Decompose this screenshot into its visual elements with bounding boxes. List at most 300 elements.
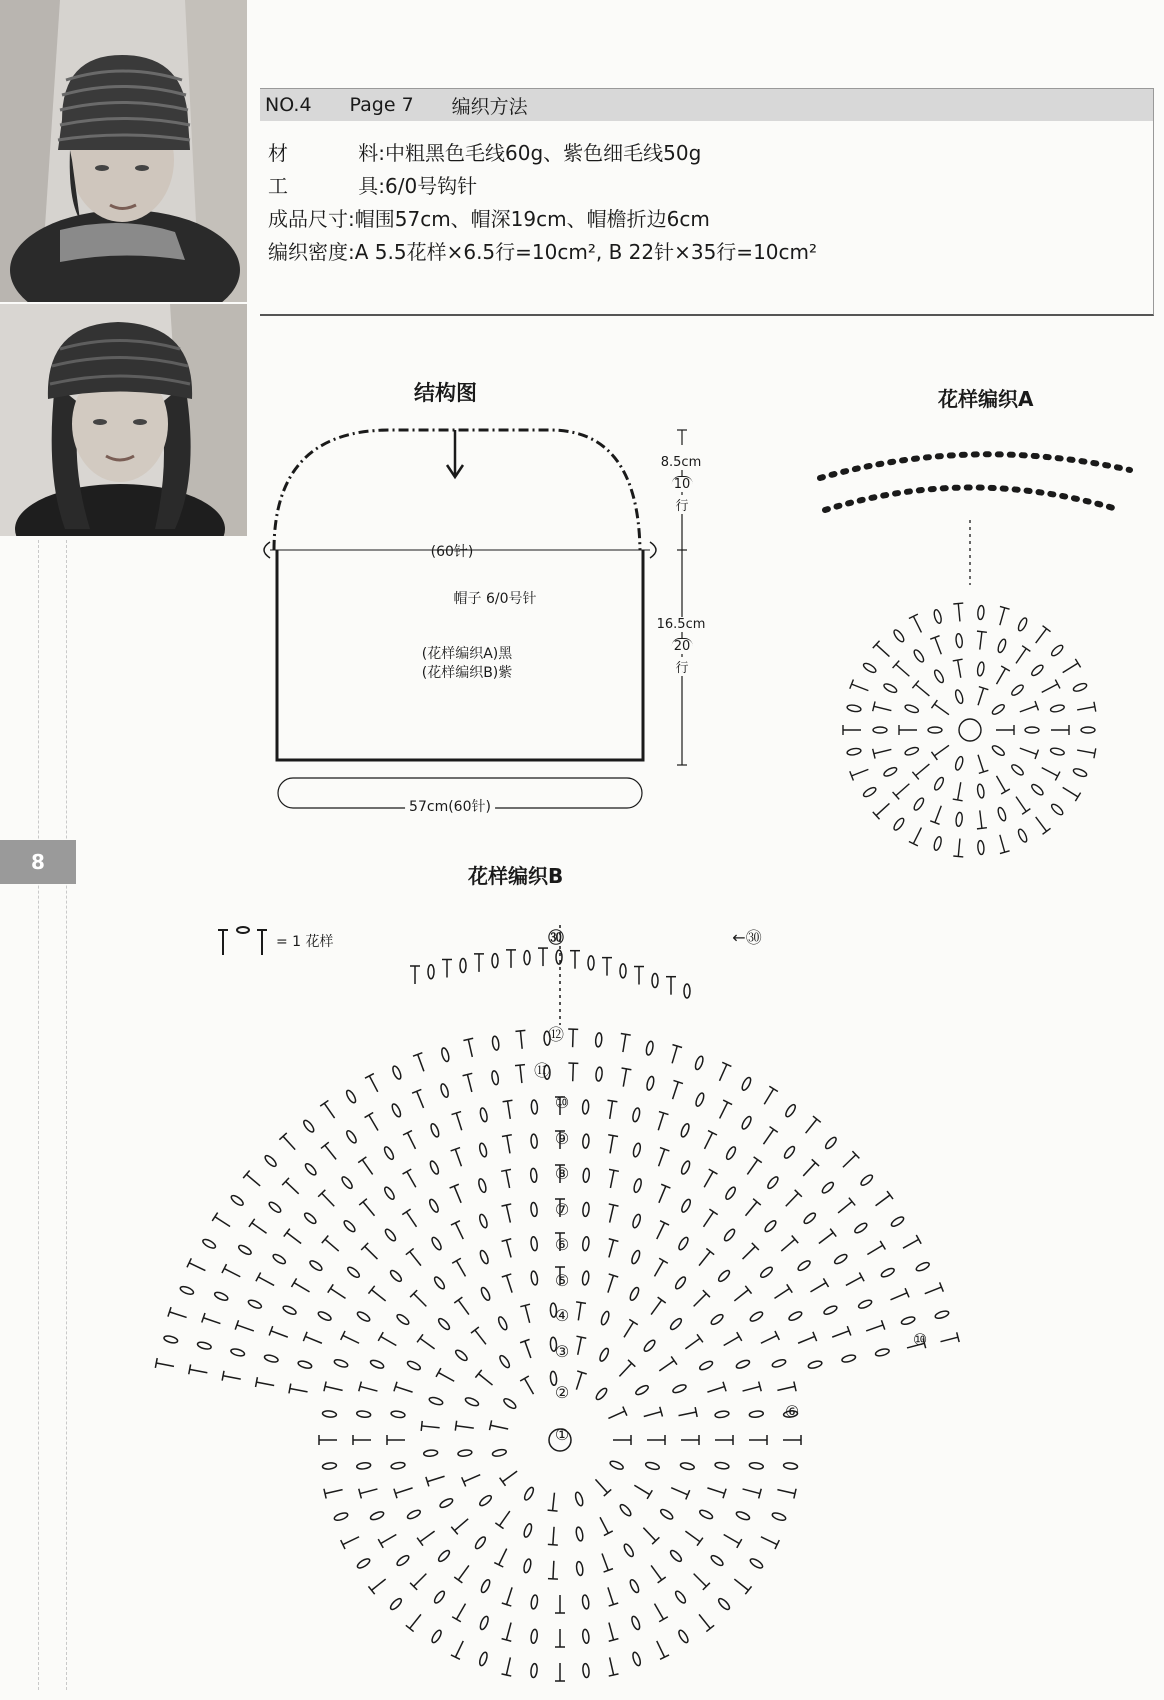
double-crochet-stitch — [570, 951, 580, 969]
model-photo-bottom — [0, 304, 247, 536]
chain-stitch — [1050, 747, 1065, 756]
chain-stitch — [853, 1222, 868, 1235]
double-crochet-stitch — [284, 1229, 304, 1248]
chain-stitch-shape — [437, 1317, 451, 1331]
chain-stitch — [440, 1083, 450, 1098]
stitch-stem — [846, 1277, 862, 1286]
round-label-4: ④ — [554, 1306, 570, 1325]
stitch-stem — [420, 1531, 435, 1542]
stitch-stem — [913, 616, 921, 632]
chain-stitch-shape — [883, 682, 898, 694]
page-number: 8 — [31, 850, 45, 874]
chain-stitch — [680, 1123, 691, 1138]
stitch-stem — [215, 1217, 230, 1227]
stitch-stem — [896, 784, 909, 796]
double-crochet-stitch — [417, 1527, 437, 1546]
chain-stitch-shape — [346, 1266, 361, 1279]
chain-stitch — [598, 1347, 610, 1362]
chain-stitch — [575, 1527, 584, 1542]
stitch-bar — [548, 1579, 558, 1580]
chain-stitch-shape — [901, 1316, 916, 1326]
double-crochet-stitch — [923, 1282, 943, 1298]
chain-stitch-shape — [478, 1213, 488, 1228]
chain-stitch-shape — [263, 1154, 277, 1168]
stitch-stem — [224, 1269, 240, 1277]
chain-stitch — [524, 951, 530, 965]
stitch-stem — [810, 1283, 825, 1292]
chain-stitch — [391, 1410, 406, 1418]
double-crochet-stitch — [402, 1209, 420, 1230]
stitch-stem — [464, 1475, 481, 1482]
stitch-stem — [867, 1245, 882, 1254]
stitch-stem — [456, 1426, 474, 1428]
chain-stitch — [824, 1136, 838, 1150]
chain-stitch-shape — [492, 954, 498, 968]
round-label-1: ① — [554, 1425, 570, 1444]
chain-stitch — [724, 1186, 737, 1201]
double-crochet-stitch — [328, 1284, 349, 1302]
stitch-bar — [953, 659, 963, 661]
chain-stitch — [391, 1462, 406, 1470]
chain-stitch — [633, 1178, 643, 1193]
chain-stitch-shape — [433, 1590, 446, 1605]
stitch-bar — [754, 1157, 762, 1163]
spec-label: 工 — [268, 174, 288, 198]
chain-stitch-shape — [1017, 828, 1029, 843]
chain-stitch — [632, 1142, 641, 1157]
chain-stitch — [631, 1651, 641, 1666]
stitch-stem — [659, 1361, 674, 1371]
chain-stitch-shape — [766, 1175, 780, 1190]
chain-stitch — [574, 1491, 584, 1506]
pattern-a-color-label: (花样编织A)黑 — [421, 646, 513, 662]
stitch-bar — [1001, 789, 1010, 794]
double-crochet-stitch — [731, 1286, 751, 1305]
double-crochet-stitch — [681, 1435, 699, 1445]
stitch-stem — [438, 1373, 454, 1382]
chain-stitch-shape — [619, 1503, 633, 1517]
stitch-bar — [608, 1100, 618, 1102]
stitch-bar — [647, 1490, 652, 1499]
chain-stitch-shape — [530, 1663, 538, 1678]
chain-stitch — [766, 1175, 780, 1190]
chain-stitch — [230, 1194, 245, 1207]
chain-stitch-shape — [474, 1535, 487, 1550]
double-crochet-stitch — [1032, 814, 1051, 834]
stitch-stem — [705, 1133, 713, 1149]
stitch-bar — [1001, 666, 1010, 671]
double-crochet-stitch — [474, 954, 484, 972]
chain-stitch-shape — [724, 1186, 737, 1201]
chain-stitch — [428, 1396, 443, 1406]
stitch-stem — [330, 1289, 345, 1299]
chain-stitch — [460, 959, 466, 973]
stitch-bar — [1055, 680, 1060, 689]
chain-stitch — [694, 1092, 705, 1107]
double-crochet-stitch — [782, 1190, 802, 1210]
stitch-stem — [743, 1489, 760, 1494]
chain-stitch — [582, 1202, 590, 1217]
chain-stitch — [674, 1590, 687, 1605]
double-crochet-stitch — [652, 1221, 669, 1242]
double-crochet-stitch — [368, 1286, 388, 1305]
chain-stitch — [904, 746, 919, 756]
double-crochet-stitch — [282, 1178, 302, 1198]
double-crochet-stitch — [678, 1407, 698, 1420]
double-crochet-stitch — [931, 700, 951, 719]
stitch-bar — [859, 1272, 864, 1281]
stitch-stem — [704, 1172, 713, 1188]
chain-stitch-shape — [1030, 663, 1044, 677]
stitch-bar — [953, 603, 963, 604]
chain-stitch-shape — [674, 1590, 687, 1605]
chain-stitch-shape — [595, 1387, 609, 1401]
spec-row-gauge — [268, 234, 1153, 267]
stitch-stem — [507, 1275, 513, 1292]
chain-stitch-shape — [1072, 682, 1087, 693]
chain-stitch — [433, 1590, 446, 1605]
double-crochet-stitch — [592, 1476, 611, 1496]
stitch-bar — [887, 1191, 893, 1199]
chain-stitch — [674, 1276, 687, 1291]
chain-stitch-shape — [1050, 803, 1064, 817]
chain-stitch — [1017, 617, 1029, 632]
chain-stitch — [680, 1462, 695, 1471]
double-crochet-stitch — [739, 1243, 759, 1263]
double-crochet-stitch — [403, 1169, 421, 1190]
stitch-stem — [609, 1240, 614, 1257]
chain-stitch-shape — [430, 1629, 443, 1644]
chain-stitch — [322, 1462, 337, 1470]
stitch-bar — [455, 1421, 456, 1431]
stitch-stem — [925, 1287, 942, 1294]
chain-stitch-shape — [749, 1310, 764, 1323]
chain-stitch — [977, 840, 984, 854]
stitch-bar — [358, 1157, 366, 1163]
chain-stitch — [643, 1339, 657, 1353]
chain-stitch-shape — [912, 648, 925, 663]
stitch-stem — [1036, 629, 1047, 643]
chain-stitch-shape — [524, 951, 530, 965]
stitch-bar — [284, 1229, 290, 1237]
stitch-bar — [1055, 772, 1060, 781]
chain-stitch — [784, 1103, 797, 1118]
stitch-stem — [525, 1341, 531, 1358]
chain-stitch-shape — [582, 1663, 590, 1678]
chain-stitch — [717, 1597, 731, 1611]
stitch-stem — [553, 1527, 554, 1545]
round-label-5: ⑤ — [554, 1271, 570, 1290]
chain-stitch-shape — [991, 703, 1006, 716]
double-crochet-stitch — [341, 1532, 362, 1549]
stitch-stem — [458, 1565, 469, 1580]
stitch-bar — [609, 1169, 619, 1171]
stitch-stem — [777, 1490, 795, 1494]
stitch-bar — [368, 1586, 374, 1594]
stitch-stem — [525, 1379, 534, 1395]
stitch-stem — [659, 1149, 665, 1166]
double-crochet-stitch — [501, 1656, 515, 1676]
chain-stitch-shape — [723, 1228, 737, 1243]
double-crochet-stitch — [654, 1112, 669, 1132]
chain-stitch-shape — [429, 1123, 440, 1138]
double-crochet-stitch — [155, 1358, 175, 1371]
chain-stitch-shape — [498, 1354, 511, 1369]
double-crochet-stitch — [605, 1204, 619, 1224]
double-crochet-stitch — [618, 1033, 631, 1052]
chain-stitch-shape — [821, 1181, 835, 1195]
chain-stitch — [389, 1597, 403, 1611]
chain-stitch — [763, 1219, 777, 1233]
stitch-bar — [189, 1364, 191, 1374]
chain-stitch-shape — [531, 1134, 538, 1148]
chain-stitch — [1072, 767, 1087, 778]
double-crochet-stitch — [873, 641, 893, 661]
chain-stitch-shape — [477, 1178, 487, 1193]
hat-label: 帽子 6/0号针 — [453, 591, 537, 607]
chain-stitch — [859, 1173, 874, 1187]
chain-stitch-shape — [576, 1561, 584, 1576]
chain-stitch — [582, 1100, 589, 1114]
double-crochet-stitch — [187, 1258, 208, 1275]
stitch-bar — [249, 1219, 255, 1227]
chain-stitch-shape — [429, 1160, 440, 1175]
stitch-stem — [655, 1261, 664, 1277]
double-crochet-stitch — [359, 1199, 378, 1219]
chain-stitch — [322, 1410, 337, 1418]
chain-stitch — [955, 812, 963, 827]
double-crochet-stitch — [321, 1142, 340, 1162]
double-crochet-stitch — [715, 1100, 732, 1121]
double-crochet-stitch — [715, 1435, 733, 1445]
chain-stitch-shape — [710, 1313, 725, 1326]
stitch-stem — [573, 1063, 574, 1081]
chain-stitch — [478, 1142, 487, 1157]
double-crochet-stitch — [318, 1190, 338, 1210]
double-crochet-stitch — [249, 1219, 269, 1238]
chain-stitch — [645, 1041, 654, 1056]
spec-box — [260, 88, 1154, 316]
stitch-stem — [343, 1335, 359, 1343]
stitch-stem — [619, 1363, 631, 1376]
stitch-stem — [655, 1604, 664, 1620]
chain-stitch-shape — [428, 1396, 443, 1406]
pattern-b-chart — [190, 895, 960, 1695]
chain-stitch-shape — [1025, 727, 1039, 733]
double-crochet-stitch — [506, 950, 516, 968]
double-crochet-stitch — [743, 1157, 762, 1177]
double-crochet-stitch — [502, 1586, 517, 1606]
stitch-stem — [724, 1535, 740, 1544]
stitch-stem — [362, 1160, 372, 1175]
double-crochet-stitch — [538, 948, 548, 966]
chain-stitch-shape — [620, 964, 626, 978]
chain-stitch-shape — [652, 973, 658, 987]
double-crochet-stitch — [406, 1248, 425, 1268]
stitch-stem — [958, 782, 961, 800]
stitch-stem — [578, 1303, 581, 1321]
stitch-stem — [456, 1113, 461, 1130]
double-crochet-stitch — [450, 1184, 466, 1204]
chain-stitch — [797, 1259, 812, 1272]
stitch-bar — [745, 1286, 751, 1294]
chain-stitch-shape — [933, 669, 945, 684]
chain-stitch — [474, 1535, 487, 1550]
chain-stitch — [1081, 727, 1095, 733]
chain-stitch-shape — [677, 1236, 690, 1251]
stitch-stem — [764, 1089, 773, 1104]
double-crochet-stitch — [1039, 763, 1060, 780]
stitch-stem — [189, 1263, 205, 1271]
chain-stitch-shape — [875, 1348, 890, 1357]
double-crochet-stitch — [695, 1248, 714, 1268]
chain-stitch — [669, 1549, 683, 1563]
double-crochet-stitch — [930, 636, 946, 656]
double-crochet-stitch — [682, 1527, 702, 1546]
double-crochet-stitch — [802, 1116, 821, 1136]
double-crochet-stitch — [406, 1611, 425, 1631]
stitch-stem — [457, 1604, 466, 1620]
stitch-stem — [553, 1561, 554, 1579]
double-crochet-stitch — [568, 1029, 579, 1047]
chain-stitch — [391, 1103, 403, 1118]
chain-stitch-shape — [904, 746, 919, 756]
spec-label: 料: — [358, 141, 385, 165]
chain-stitch — [530, 1629, 538, 1644]
stitch-stem — [286, 1181, 299, 1193]
double-crochet-stitch — [1032, 626, 1051, 646]
double-crochet-stitch — [992, 666, 1010, 687]
chain-stitch — [197, 1341, 212, 1350]
chain-stitch — [356, 1557, 371, 1570]
stitch-stem — [287, 1233, 301, 1244]
double-crochet-stitch — [573, 1336, 586, 1356]
stitch-stem — [852, 769, 869, 776]
double-crochet-stitch — [235, 1320, 255, 1335]
chain-stitch-shape — [997, 638, 1008, 653]
chain-stitch-shape — [674, 1276, 687, 1291]
spec-row-tools — [268, 168, 1153, 201]
stitch-bar — [608, 1135, 618, 1137]
stitch-stem — [407, 1133, 415, 1149]
pattern-a-title: 花样编织A — [938, 387, 1034, 411]
chain-stitch-shape — [749, 1462, 764, 1470]
chain-stitch — [749, 1410, 764, 1418]
chain-stitch-shape — [574, 1491, 584, 1506]
double-crochet-stitch — [973, 753, 988, 773]
chain-stitch-shape — [715, 1410, 730, 1418]
double-crochet-stitch — [605, 1135, 618, 1154]
double-crochet-stitch — [341, 1331, 362, 1348]
stitch-stem — [294, 1283, 309, 1292]
chain-stitch-shape — [428, 965, 434, 979]
chain-stitch-shape — [892, 817, 905, 832]
chain-stitch-shape — [479, 1249, 490, 1264]
chain-stitch-shape — [304, 1162, 318, 1176]
chain-stitch-shape — [659, 1508, 674, 1521]
double-crochet-stitch — [475, 1370, 495, 1389]
double-crochet-stitch — [721, 1332, 742, 1350]
chain-stitch-shape — [741, 1076, 753, 1091]
double-crochet-stitch — [361, 1243, 381, 1263]
stitch-bar — [977, 828, 987, 829]
chain-stitch — [631, 1213, 641, 1228]
stitch-stem — [458, 1300, 469, 1315]
stitch-stem — [410, 1252, 421, 1266]
double-crochet-stitch — [454, 1297, 473, 1317]
chain-stitch — [384, 1228, 398, 1243]
chain-stitch-shape — [609, 1460, 624, 1471]
stitch-stem — [507, 1136, 510, 1154]
chain-stitch — [771, 1511, 786, 1521]
chain-stitch-shape — [214, 1291, 229, 1302]
double-crochet-stitch — [865, 1241, 886, 1259]
item-number: NO.4 — [265, 94, 312, 116]
stitch-stem — [343, 1537, 359, 1545]
stitch-stem — [704, 1212, 714, 1227]
stitch-stem — [360, 1386, 377, 1391]
double-crochet-stitch — [606, 1169, 619, 1189]
stitch-stem — [679, 1412, 697, 1416]
double-crochet-stitch — [759, 1331, 780, 1348]
chain-stitch — [478, 1494, 493, 1507]
top-height-label: 8.5cm — [660, 455, 702, 470]
double-crochet-stitch — [502, 1274, 517, 1294]
double-crochet-stitch — [759, 1532, 780, 1549]
double-crochet-stitch — [772, 1284, 793, 1302]
stitch-stem — [874, 749, 891, 753]
stitch-stem — [935, 806, 941, 823]
double-crochet-stitch — [930, 804, 946, 824]
stitch-bar — [471, 1327, 479, 1333]
stitch-stem — [553, 1493, 555, 1511]
chain-stitch-shape — [669, 1317, 683, 1331]
double-crochet-stitch — [647, 1297, 666, 1317]
chain-stitch-shape — [890, 1215, 905, 1228]
stitch-bar — [1094, 748, 1096, 758]
round-label-10: ⑩ — [554, 1093, 570, 1112]
double-crochet-stitch — [269, 1326, 289, 1342]
stitch-bar — [403, 1169, 412, 1174]
stitch-stem — [525, 1305, 530, 1322]
chain-stitch — [723, 1228, 737, 1243]
stitch-stem — [455, 1519, 469, 1531]
double-crochet-stitch — [912, 681, 932, 700]
chain-stitch — [710, 1554, 725, 1567]
chain-stitch — [237, 1244, 252, 1256]
chain-stitch-shape — [833, 1253, 848, 1266]
spec-value: 6/0号钩针 — [385, 174, 478, 198]
chain-stitch — [530, 1663, 538, 1678]
double-crochet-stitch — [953, 603, 965, 622]
chain-stitch-shape — [439, 1497, 454, 1509]
chain-stitch-shape — [530, 1236, 538, 1251]
body-rows-number: 20 — [673, 639, 691, 654]
double-crochet-stitch — [850, 765, 870, 781]
chain-stitch — [699, 1360, 714, 1372]
chain-stitch — [759, 1266, 774, 1279]
double-crochet-stitch — [656, 1356, 676, 1374]
chain-stitch-shape — [440, 1047, 450, 1062]
double-crochet-stitch — [1018, 701, 1038, 717]
pattern-a-chart — [820, 440, 1140, 880]
stitch-stem — [258, 1277, 274, 1286]
chain-stitch — [430, 1236, 443, 1251]
chain-stitch-shape — [847, 747, 862, 755]
double-crochet-stitch — [436, 1368, 457, 1385]
spec-header — [260, 89, 1153, 121]
stitch-bar — [1022, 809, 1030, 815]
